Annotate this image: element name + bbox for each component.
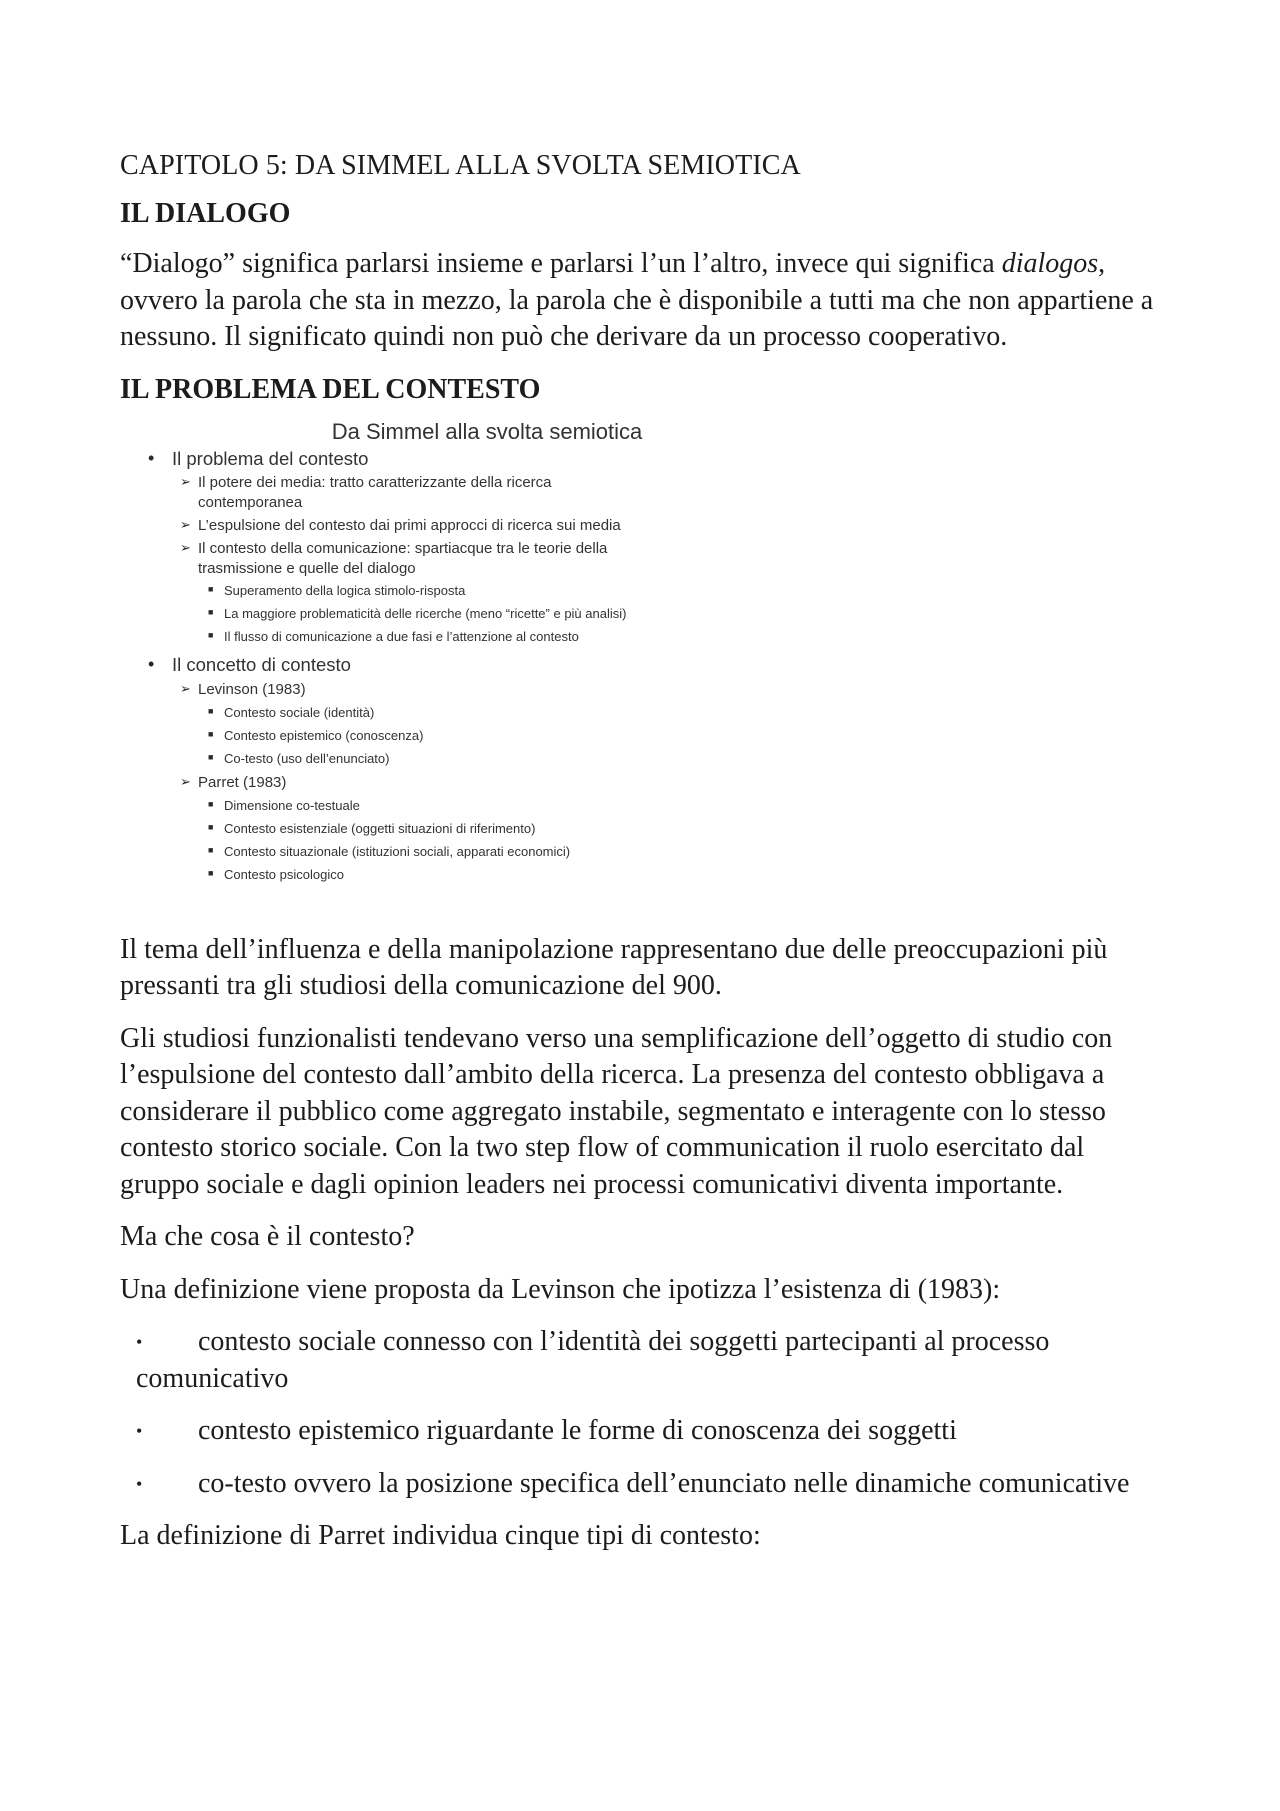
list-item — [120, 1324, 1170, 1397]
list-item-text: contesto sociale connesso con l’identità dei soggetti partecipanti al processo comunicativo — [136, 1326, 1050, 1394]
square-bullet-icon: ■ — [208, 867, 214, 878]
slide-item: Contesto esistenziale (oggetti situazioni di riferimento) — [224, 820, 536, 836]
slide-subbullet: L’espulsione del contesto dai primi approcci di ricerca sui media — [198, 516, 621, 534]
slide-item: Contesto situazionale (istituzioni sociali, apparati economici) — [224, 843, 571, 859]
bullet-dot-icon: • — [136, 1332, 143, 1352]
square-bullet-icon: ■ — [208, 705, 214, 716]
square-bullet-icon: ■ — [208, 728, 214, 739]
paragraph-closing: La definizione di Parret individua cinque tipi di contesto: — [120, 1520, 761, 1551]
section-heading-dialogo: IL DIALOGO — [120, 198, 291, 229]
bullet-dot-icon: • — [148, 447, 155, 468]
slide-item: Co-testo (uso dell’enunciato) — [224, 750, 390, 766]
bullet-dot-icon: • — [136, 1421, 143, 1441]
square-bullet-icon: ■ — [208, 583, 214, 594]
slide-item: Contesto epistemico (conoscenza) — [224, 727, 424, 743]
bullet-dot-icon: • — [148, 653, 155, 674]
slide-item: Contesto sociale (identità) — [224, 704, 375, 720]
paragraph: Il tema dell’influenza e della manipolazione rappresentano due delle preoccupazioni più pressanti tra gli studiosi della comunicazione del 900. — [120, 933, 1108, 1001]
slide-subbullet-cont: contemporanea — [198, 493, 303, 511]
square-bullet-icon: ■ — [208, 751, 214, 762]
paragraph: Una definizione viene proposta da Levinson che ipotizza l’esistenza di (1983): — [120, 1273, 1001, 1305]
list-item-text: co-testo ovvero la posizione specifica dell’enunciato nelle dinamiche comunicative — [198, 1467, 1130, 1499]
chapter-title: CAPITOLO 5: DA SIMMEL ALLA SVOLTA SEMIOTICA — [120, 150, 801, 181]
square-bullet-icon: ■ — [208, 606, 214, 617]
paragraph: Gli studiosi funzionalisti tendevano verso una semplificazione dell’oggetto di studio con l’espulsione del contesto dall’ambito della ricerca. La presenza del contesto obbligava a considerare il pubblico come aggregato instabile, segmentato e interagente con lo stesso contesto storico sociale. Con la two step flow of communication il ruolo esercitato dal gruppo sociale e dagli opinion leaders nei processi comunicativi diventa importante. — [120, 1022, 1113, 1200]
levinson-bullet-list — [120, 1324, 1170, 1502]
bullet-dot-icon: • — [136, 1473, 143, 1494]
slide-item: Contesto psicologico — [224, 866, 344, 882]
arrow-bullet-icon: ➢ — [180, 516, 191, 532]
square-bullet-icon: ■ — [208, 821, 214, 832]
slide-bullet: Il problema del contesto — [172, 447, 369, 469]
italic-term: dialogos — [1001, 248, 1099, 279]
paragraph: Ma che cosa è il contesto? — [120, 1221, 415, 1252]
arrow-bullet-icon: ➢ — [180, 680, 191, 696]
slide-subbullet: Il potere dei media: tratto caratterizzante della ricerca — [198, 473, 552, 491]
slide-title: Da Simmel alla svolta semiotica — [331, 418, 643, 444]
square-bullet-icon: ■ — [208, 629, 214, 640]
slide-bullet: Il concetto di contesto — [172, 653, 351, 675]
slide-subbullet-cont: trasmissione e quelle del dialogo — [198, 559, 416, 577]
arrow-bullet-icon: ➢ — [180, 539, 191, 555]
list-item — [120, 1413, 1170, 1450]
slide-subbullet: Il contesto della comunicazione: spartiacque tra le teorie della — [198, 539, 608, 557]
list-item-text: contesto epistemico riguardante le forme di conoscenza dei soggetti — [198, 1415, 957, 1446]
paragraph-dialogo: “Dialogo” significa parlarsi insieme e parlarsi l’un l’altro, invece qui significa dialogos, ovvero la parola che sta in mezzo, la parola che è disponibile a tutti ma che non appartiene a nessuno. Il significato quindi non può che derivare da un processo cooperativo. — [120, 248, 1154, 352]
slide-item: Dimensione co-testuale — [224, 797, 360, 813]
list-item — [120, 1466, 1170, 1503]
arrow-bullet-icon: ➢ — [180, 773, 191, 789]
section-heading-contesto: IL PROBLEMA DEL CONTESTO — [120, 373, 541, 405]
square-bullet-icon: ■ — [208, 798, 214, 809]
arrow-bullet-icon: ➢ — [180, 473, 191, 489]
slide-item: Superamento della logica stimolo-risposta — [224, 582, 466, 598]
slide-subbullet: Levinson (1983) — [198, 680, 306, 698]
slide-image — [132, 414, 692, 892]
document-page — [120, 148, 1170, 1571]
slide-subbullet: Parret (1983) — [198, 773, 287, 791]
square-bullet-icon: ■ — [208, 844, 214, 855]
slide-item: La maggiore problematicità delle ricerche (meno “ricette” e più analisi) — [224, 605, 627, 621]
slide-item: Il flusso di comunicazione a due fasi e l’attenzione al contesto — [224, 628, 579, 644]
